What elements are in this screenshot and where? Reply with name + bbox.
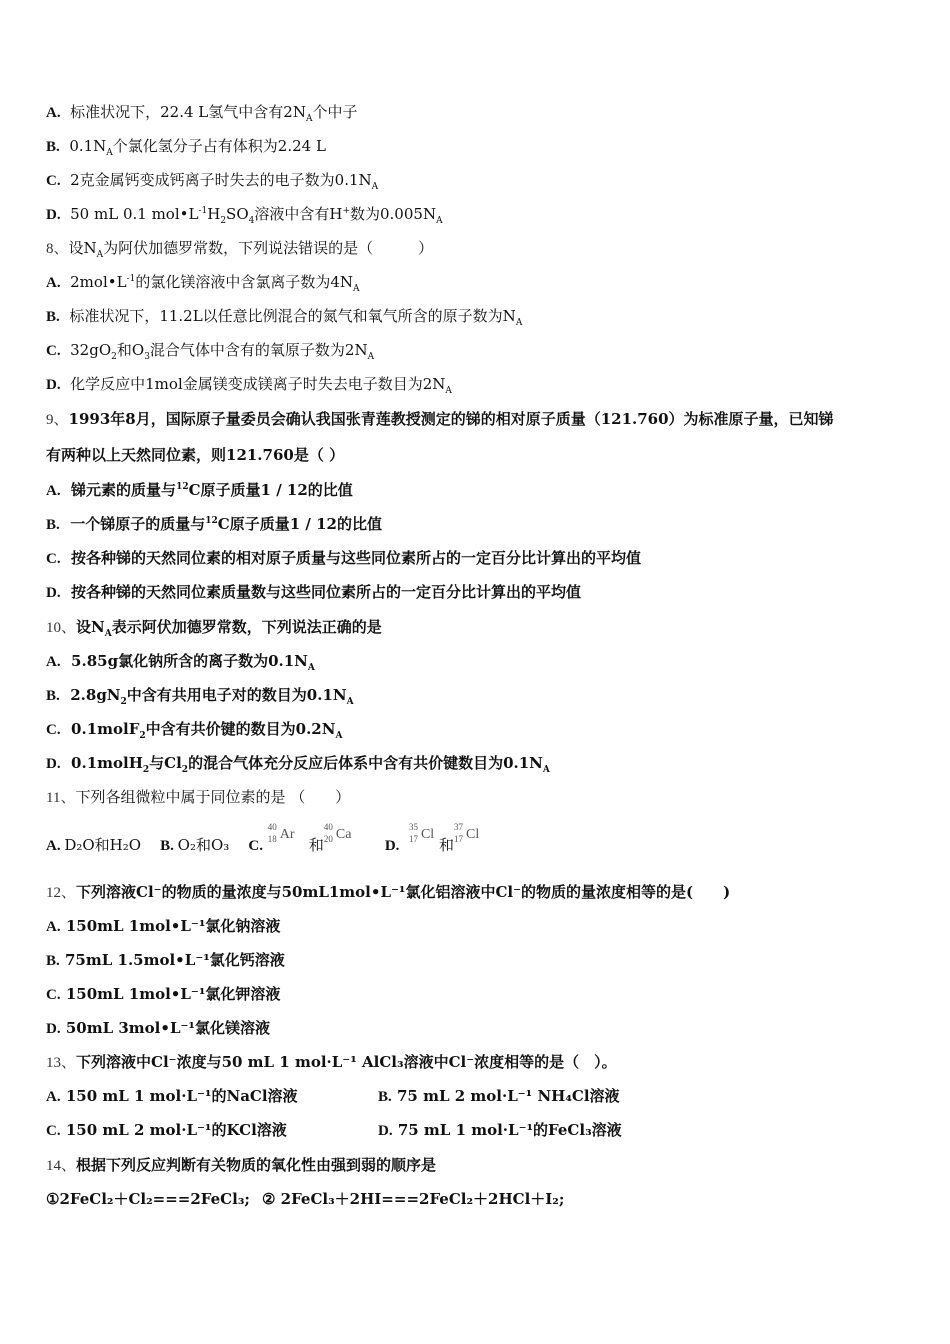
q11-option-b: B. [160,838,174,854]
q8-option-a: A. $2mol•L^{-1}$的氯化镁溶液中含氯离子数为$4N_A$ [46,273,360,294]
q7-option-a: A. 标准状况下，22.4 L氢气中含有$2N_A$个中子 [46,103,358,124]
isotope-ca40: 40 20 Ca [323,822,352,844]
q7-option-c: C. 2克金属钙变成钙离子时失去的电子数为$0.1N_A$ [46,171,379,192]
q8-option-d: D. 化学反应中1mol金属镁变成镁离子时失去电子数目为$2N_A$ [46,375,452,396]
q12-stem: 12、下列溶液Cl⁻的物质的量浓度与50mL1mol•L⁻¹氯化铝溶液中Cl⁻的物质的量浓度相等的是( ) [46,883,731,901]
q11-stem: 11、下列各组微粒中属于同位素的是 （ ） [46,788,351,806]
isotope-cl37: 37 17 Cl [453,822,480,844]
q13-option-c: C. 150 mL 2 mol·L⁻¹的KCl溶液 [46,1121,287,1139]
q14-reaction-2: ② 2FeCl₃＋2HI===2FeCl₂＋2HCl＋I₂; [262,1190,565,1208]
q9-option-a: A. 锑元素的质量与$^{12}$C原子质量1 / 12的比值 [46,481,353,499]
q11-option-a: A. [46,838,61,854]
q11-option-c: C. [248,838,263,854]
q7-option-b: B. $0.1N_A$个氯化氢分子占有体积为2.24 L [46,137,326,158]
q9-option-c: C. 按各种锑的天然同位素的相对原子质量与这些同位素所占的一定百分比计算出的平均值 [46,549,642,567]
isotope-ar40: 40 18 Ar [267,822,295,844]
q10-option-a: A. 5.85g氯化钠所含的离子数为$0.1N_A$ [46,652,315,673]
q8-option-c: C. $32gO_2$和$O_3$混合气体中含有的氧原子数为$2N_A$ [46,341,375,362]
q10-option-b: B. $2.8gN_2$中含有共用电子对的数目为$0.1N_A$ [46,686,354,707]
q9-stem-line1: 9、1993年8月，国际原子量委员会确认我国张青莲教授测定的锑的相对原子质量（121.760）为标准原子量，已知锑 [46,410,834,428]
q12-option-d: D. 50mL 3mol•L⁻¹氯化镁溶液 [46,1019,270,1037]
q14-stem: 14、根据下列反应判断有关物质的氧化性由强到弱的顺序是 [46,1156,437,1174]
q12-option-a: A. 150mL 1mol•L⁻¹氯化钠溶液 [46,917,281,935]
q8-option-b: B. 标准状况下，11.2L以任意比例混合的氮气和氧气所含的原子数为$N_A$ [46,307,523,328]
q13-stem: 13、下列溶液中Cl⁻浓度与50 mL 1 mol·L⁻¹ AlCl₃溶液中Cl⁻浓度相等的是（ ）。 [46,1053,617,1071]
q9-option-d: D. 按各种锑的天然同位素质量数与这些同位素所占的一定百分比计算出的平均值 [46,583,582,601]
q11-options: A. D₂O和H₂O B. O₂和O₃ C. 40 18 Ar 和 40 20 Ca D. 35 17 Cl 和 37 17 Cl [46,822,480,854]
q13-option-a: A. 150 mL 1 mol·L⁻¹的NaCl溶液 [46,1087,298,1105]
isotope-cl35: 35 17 Cl [408,822,435,844]
q7-option-d: D. 50 mL 0.1 $mol•L^{-1}H_2SO_4$溶液中含有H+数为$0.005N_A$ [46,205,443,226]
q12-option-b: B. 75mL 1.5mol•L⁻¹氯化钙溶液 [46,951,285,969]
q10-stem: 10、设$N_A$表示阿伏加德罗常数，下列说法正确的是 [46,618,382,639]
q13-option-d: D. 75 mL 1 mol·L⁻¹的FeCl₃溶液 [378,1121,622,1139]
q13-option-b: B. 75 mL 2 mol·L⁻¹ NH₄Cl溶液 [378,1087,620,1105]
q9-stem-line2: 有两种以上天然同位素，则121.760是（ ） [46,446,345,464]
q8-stem: 8、设$N_A$为阿伏加德罗常数，下列说法错误的是（ ） [46,239,434,260]
q10-option-d: D. 0.1molH$_2$与$Cl_2$的混合气体充分反应后体系中含有共价键数目为$0.1N_A$ [46,754,550,775]
q12-option-c: C. 150mL 1mol•L⁻¹氯化钾溶液 [46,985,281,1003]
q14-reaction-1: ①2FeCl₂＋Cl₂===2FeCl₃; [46,1190,250,1208]
q10-option-c: C. 0.1molF$_2$中含有共价键的数目为$0.2N_A$ [46,720,343,741]
q11-option-d: D. [384,838,400,854]
q9-option-b: B. 一个锑原子的质量与$^{12}$C原子质量1 / 12的比值 [46,515,382,533]
